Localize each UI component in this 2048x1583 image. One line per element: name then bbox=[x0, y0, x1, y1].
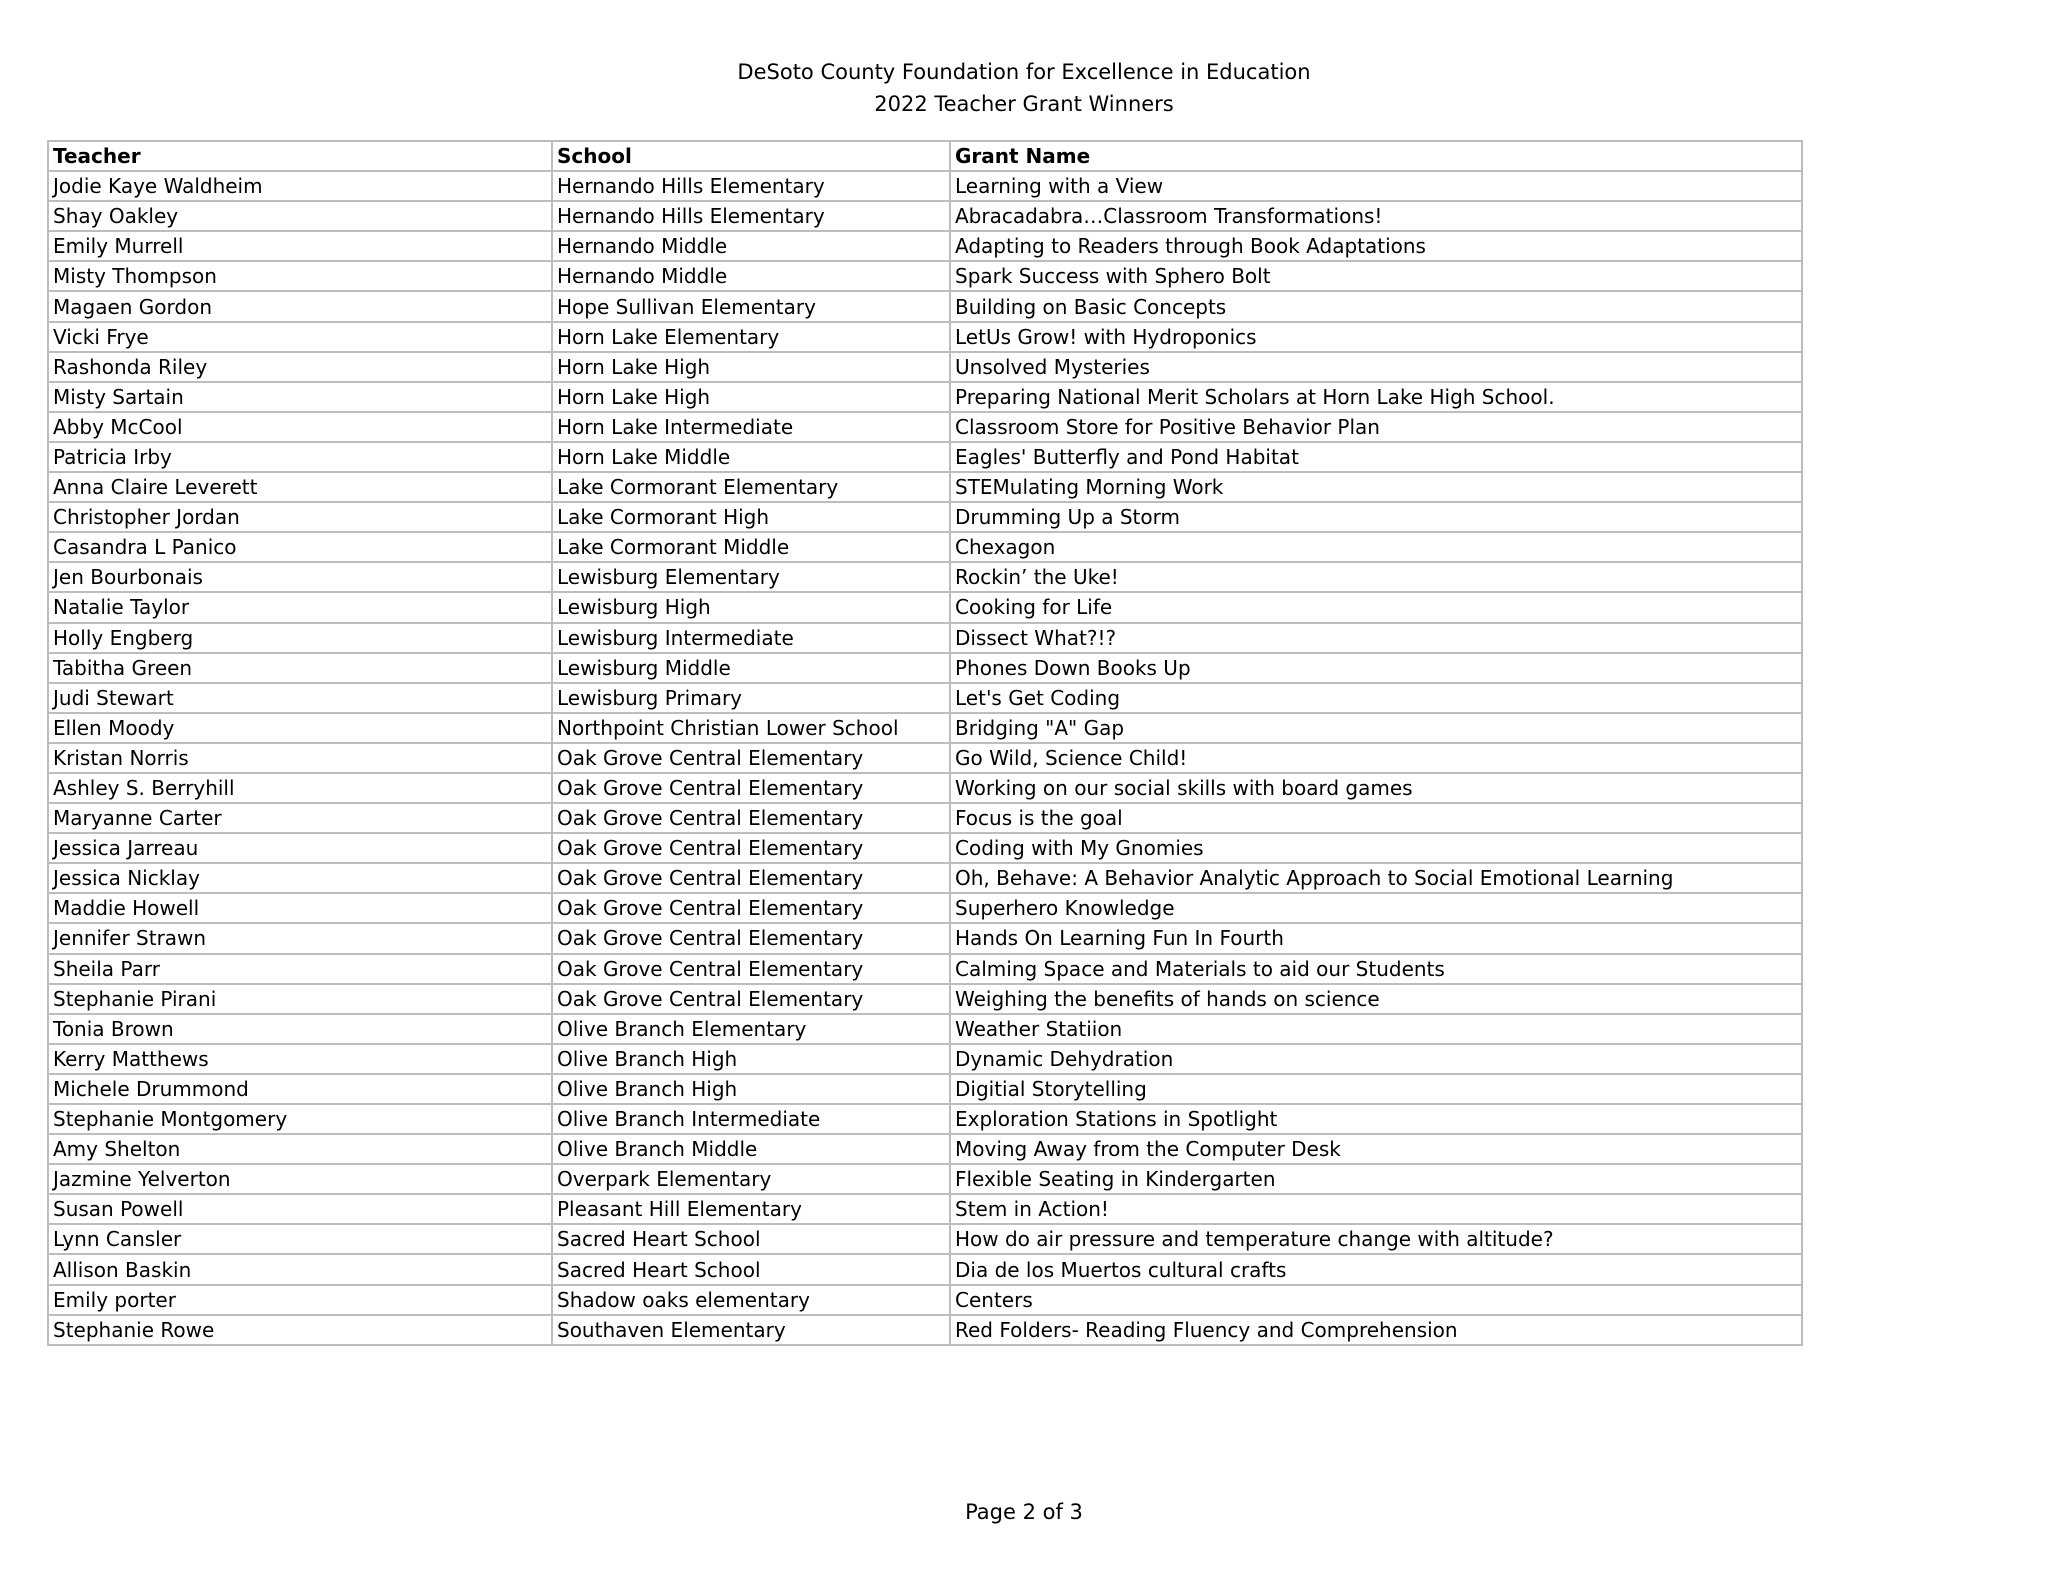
teacher-cell: Sheila Parr bbox=[48, 954, 552, 984]
table-row bbox=[48, 1254, 1802, 1284]
teacher-cell: Abby McCool bbox=[48, 412, 552, 442]
teacher-cell: Jodie Kaye Waldheim bbox=[48, 171, 552, 201]
teacher-cell: Patricia Irby bbox=[48, 442, 552, 472]
grant-name-cell: Exploration Stations in Spotlight bbox=[950, 1104, 1802, 1134]
school-cell: Overpark Elementary bbox=[552, 1164, 950, 1194]
grant-name-cell: Stem in Action! bbox=[950, 1194, 1802, 1224]
table-row bbox=[48, 923, 1802, 953]
school-cell: Olive Branch Intermediate bbox=[552, 1104, 950, 1134]
grant-name-cell: LetUs Grow! with Hydroponics bbox=[950, 322, 1802, 352]
table-body bbox=[48, 171, 1802, 1345]
school-cell: Horn Lake High bbox=[552, 382, 950, 412]
grant-name-cell: Red Folders- Reading Fluency and Comprehension bbox=[950, 1315, 1802, 1345]
school-cell: Oak Grove Central Elementary bbox=[552, 984, 950, 1014]
table-row bbox=[48, 1074, 1802, 1104]
school-cell: Oak Grove Central Elementary bbox=[552, 893, 950, 923]
grant-name-cell: Working on our social skills with board games bbox=[950, 773, 1802, 803]
school-cell: Lewisburg Intermediate bbox=[552, 623, 950, 653]
table-row bbox=[48, 743, 1802, 773]
school-cell: Horn Lake Intermediate bbox=[552, 412, 950, 442]
table-row bbox=[48, 291, 1802, 321]
column-header-teacher: Teacher bbox=[48, 141, 552, 171]
grant-name-cell: Let's Get Coding bbox=[950, 683, 1802, 713]
table-row bbox=[48, 1044, 1802, 1074]
school-cell: Lewisburg Primary bbox=[552, 683, 950, 713]
grant-name-cell: Oh, Behave: A Behavior Analytic Approach to Social Emotional Learning bbox=[950, 863, 1802, 893]
table-row bbox=[48, 1104, 1802, 1134]
grant-name-cell: Abracadabra…Classroom Transformations! bbox=[950, 201, 1802, 231]
teacher-cell: Emily porter bbox=[48, 1285, 552, 1315]
school-cell: Lake Cormorant Elementary bbox=[552, 472, 950, 502]
school-cell: Horn Lake High bbox=[552, 352, 950, 382]
teacher-cell: Jazmine Yelverton bbox=[48, 1164, 552, 1194]
table-row bbox=[48, 623, 1802, 653]
grant-name-cell: Coding with My Gnomies bbox=[950, 833, 1802, 863]
table-row bbox=[48, 231, 1802, 261]
table-row bbox=[48, 1164, 1802, 1194]
school-cell: Northpoint Christian Lower School bbox=[552, 713, 950, 743]
teacher-cell: Natalie Taylor bbox=[48, 592, 552, 622]
table-row bbox=[48, 472, 1802, 502]
school-cell: Lake Cormorant High bbox=[552, 502, 950, 532]
grant-name-cell: Weighing the benefits of hands on science bbox=[950, 984, 1802, 1014]
school-cell: Lewisburg Middle bbox=[552, 653, 950, 683]
page-number: Page 2 of 3 bbox=[965, 1500, 1083, 1524]
column-header-school: School bbox=[552, 141, 950, 171]
school-cell: Olive Branch Elementary bbox=[552, 1014, 950, 1044]
grant-name-cell: Phones Down Books Up bbox=[950, 653, 1802, 683]
table-row bbox=[48, 562, 1802, 592]
grant-name-cell: Digitial Storytelling bbox=[950, 1074, 1802, 1104]
table-row bbox=[48, 1285, 1802, 1315]
grant-name-cell: Drumming Up a Storm bbox=[950, 502, 1802, 532]
table-row bbox=[48, 1315, 1802, 1345]
school-cell: Hernando Hills Elementary bbox=[552, 171, 950, 201]
teacher-cell: Emily Murrell bbox=[48, 231, 552, 261]
teacher-cell: Jessica Jarreau bbox=[48, 833, 552, 863]
table-row bbox=[48, 352, 1802, 382]
school-cell: Oak Grove Central Elementary bbox=[552, 954, 950, 984]
teacher-cell: Maryanne Carter bbox=[48, 803, 552, 833]
grant-name-cell: Preparing National Merit Scholars at Horn Lake High School. bbox=[950, 382, 1802, 412]
teacher-cell: Stephanie Montgomery bbox=[48, 1104, 552, 1134]
teacher-cell: Magaen Gordon bbox=[48, 291, 552, 321]
school-cell: Olive Branch High bbox=[552, 1074, 950, 1104]
table-row bbox=[48, 1194, 1802, 1224]
grant-name-cell: Eagles' Butterfly and Pond Habitat bbox=[950, 442, 1802, 472]
school-cell: Sacred Heart School bbox=[552, 1254, 950, 1284]
teacher-cell: Tonia Brown bbox=[48, 1014, 552, 1044]
grant-name-cell: Bridging "A" Gap bbox=[950, 713, 1802, 743]
grant-winners-table bbox=[47, 140, 1803, 1346]
teacher-cell: Shay Oakley bbox=[48, 201, 552, 231]
table-row bbox=[48, 954, 1802, 984]
grant-name-cell: STEMulating Morning Work bbox=[950, 472, 1802, 502]
table-row bbox=[48, 322, 1802, 352]
school-cell: Pleasant Hill Elementary bbox=[552, 1194, 950, 1224]
table-row bbox=[48, 984, 1802, 1014]
table-row bbox=[48, 863, 1802, 893]
school-cell: Lewisburg Elementary bbox=[552, 562, 950, 592]
grant-name-cell: Cooking for Life bbox=[950, 592, 1802, 622]
school-cell: Oak Grove Central Elementary bbox=[552, 863, 950, 893]
grant-name-cell: Spark Success with Sphero Bolt bbox=[950, 261, 1802, 291]
grant-name-cell: Rockin’ the Uke! bbox=[950, 562, 1802, 592]
table-row bbox=[48, 201, 1802, 231]
school-cell: Oak Grove Central Elementary bbox=[552, 773, 950, 803]
table-row bbox=[48, 1224, 1802, 1254]
teacher-cell: Vicki Frye bbox=[48, 322, 552, 352]
table-row bbox=[48, 653, 1802, 683]
table-row bbox=[48, 1134, 1802, 1164]
grant-name-cell: Focus is the goal bbox=[950, 803, 1802, 833]
school-cell: Sacred Heart School bbox=[552, 1224, 950, 1254]
table-row bbox=[48, 592, 1802, 622]
page-subtitle: 2022 Teacher Grant Winners bbox=[874, 92, 1174, 116]
grant-name-cell: Dynamic Dehydration bbox=[950, 1044, 1802, 1074]
school-cell: Hernando Hills Elementary bbox=[552, 201, 950, 231]
teacher-cell: Stephanie Pirani bbox=[48, 984, 552, 1014]
teacher-cell: Christopher Jordan bbox=[48, 502, 552, 532]
grant-name-cell: Dissect What?!? bbox=[950, 623, 1802, 653]
teacher-cell: Susan Powell bbox=[48, 1194, 552, 1224]
grant-name-cell: Learning with a View bbox=[950, 171, 1802, 201]
school-cell: Hernando Middle bbox=[552, 231, 950, 261]
table-row bbox=[48, 171, 1802, 201]
school-cell: Lake Cormorant Middle bbox=[552, 532, 950, 562]
teacher-cell: Ellen Moody bbox=[48, 713, 552, 743]
teacher-cell: Jen Bourbonais bbox=[48, 562, 552, 592]
table-row bbox=[48, 502, 1802, 532]
teacher-cell: Judi Stewart bbox=[48, 683, 552, 713]
teacher-cell: Maddie Howell bbox=[48, 893, 552, 923]
grant-name-cell: Weather Statiion bbox=[950, 1014, 1802, 1044]
teacher-cell: Ashley S. Berryhill bbox=[48, 773, 552, 803]
teacher-cell: Tabitha Green bbox=[48, 653, 552, 683]
school-cell: Shadow oaks elementary bbox=[552, 1285, 950, 1315]
grant-name-cell: Go Wild, Science Child! bbox=[950, 743, 1802, 773]
school-cell: Oak Grove Central Elementary bbox=[552, 923, 950, 953]
grant-name-cell: Chexagon bbox=[950, 532, 1802, 562]
teacher-cell: Amy Shelton bbox=[48, 1134, 552, 1164]
teacher-cell: Holly Engberg bbox=[48, 623, 552, 653]
grant-name-cell: Dia de los Muertos cultural crafts bbox=[950, 1254, 1802, 1284]
teacher-cell: Michele Drummond bbox=[48, 1074, 552, 1104]
teacher-cell: Stephanie Rowe bbox=[48, 1315, 552, 1345]
grant-name-cell: How do air pressure and temperature change with altitude? bbox=[950, 1224, 1802, 1254]
grant-name-cell: Centers bbox=[950, 1285, 1802, 1315]
table-row bbox=[48, 713, 1802, 743]
school-cell: Southaven Elementary bbox=[552, 1315, 950, 1345]
teacher-cell: Kerry Matthews bbox=[48, 1044, 552, 1074]
grant-name-cell: Calming Space and Materials to aid our Students bbox=[950, 954, 1802, 984]
grant-name-cell: Superhero Knowledge bbox=[950, 893, 1802, 923]
teacher-cell: Anna Claire Leverett bbox=[48, 472, 552, 502]
page-header bbox=[0, 56, 2048, 120]
table-header-row bbox=[48, 141, 1802, 171]
teacher-cell: Lynn Cansler bbox=[48, 1224, 552, 1254]
teacher-cell: Jessica Nicklay bbox=[48, 863, 552, 893]
grant-name-cell: Classroom Store for Positive Behavior Plan bbox=[950, 412, 1802, 442]
table-row bbox=[48, 833, 1802, 863]
grant-name-cell: Unsolved Mysteries bbox=[950, 352, 1802, 382]
teacher-cell: Misty Sartain bbox=[48, 382, 552, 412]
teacher-cell: Casandra L Panico bbox=[48, 532, 552, 562]
school-cell: Oak Grove Central Elementary bbox=[552, 743, 950, 773]
teacher-cell: Kristan Norris bbox=[48, 743, 552, 773]
school-cell: Lewisburg High bbox=[552, 592, 950, 622]
table-row bbox=[48, 683, 1802, 713]
table-row bbox=[48, 382, 1802, 412]
page-title: DeSoto County Foundation for Excellence in Education bbox=[737, 60, 1311, 84]
teacher-cell: Misty Thompson bbox=[48, 261, 552, 291]
grant-name-cell: Moving Away from the Computer Desk bbox=[950, 1134, 1802, 1164]
table-row bbox=[48, 1014, 1802, 1044]
school-cell: Oak Grove Central Elementary bbox=[552, 803, 950, 833]
school-cell: Horn Lake Elementary bbox=[552, 322, 950, 352]
column-header-grant-name: Grant Name bbox=[950, 141, 1802, 171]
school-cell: Oak Grove Central Elementary bbox=[552, 833, 950, 863]
grant-name-cell: Building on Basic Concepts bbox=[950, 291, 1802, 321]
table-row bbox=[48, 442, 1802, 472]
table-row bbox=[48, 261, 1802, 291]
teacher-cell: Jennifer Strawn bbox=[48, 923, 552, 953]
table-row bbox=[48, 412, 1802, 442]
grant-name-cell: Flexible Seating in Kindergarten bbox=[950, 1164, 1802, 1194]
school-cell: Hope Sullivan Elementary bbox=[552, 291, 950, 321]
table-row bbox=[48, 803, 1802, 833]
school-cell: Olive Branch High bbox=[552, 1044, 950, 1074]
school-cell: Olive Branch Middle bbox=[552, 1134, 950, 1164]
table-row bbox=[48, 893, 1802, 923]
school-cell: Hernando Middle bbox=[552, 261, 950, 291]
school-cell: Horn Lake Middle bbox=[552, 442, 950, 472]
grant-name-cell: Hands On Learning Fun In Fourth bbox=[950, 923, 1802, 953]
grant-name-cell: Adapting to Readers through Book Adaptations bbox=[950, 231, 1802, 261]
teacher-cell: Allison Baskin bbox=[48, 1254, 552, 1284]
table-row bbox=[48, 532, 1802, 562]
teacher-cell: Rashonda Riley bbox=[48, 352, 552, 382]
table-row bbox=[48, 773, 1802, 803]
